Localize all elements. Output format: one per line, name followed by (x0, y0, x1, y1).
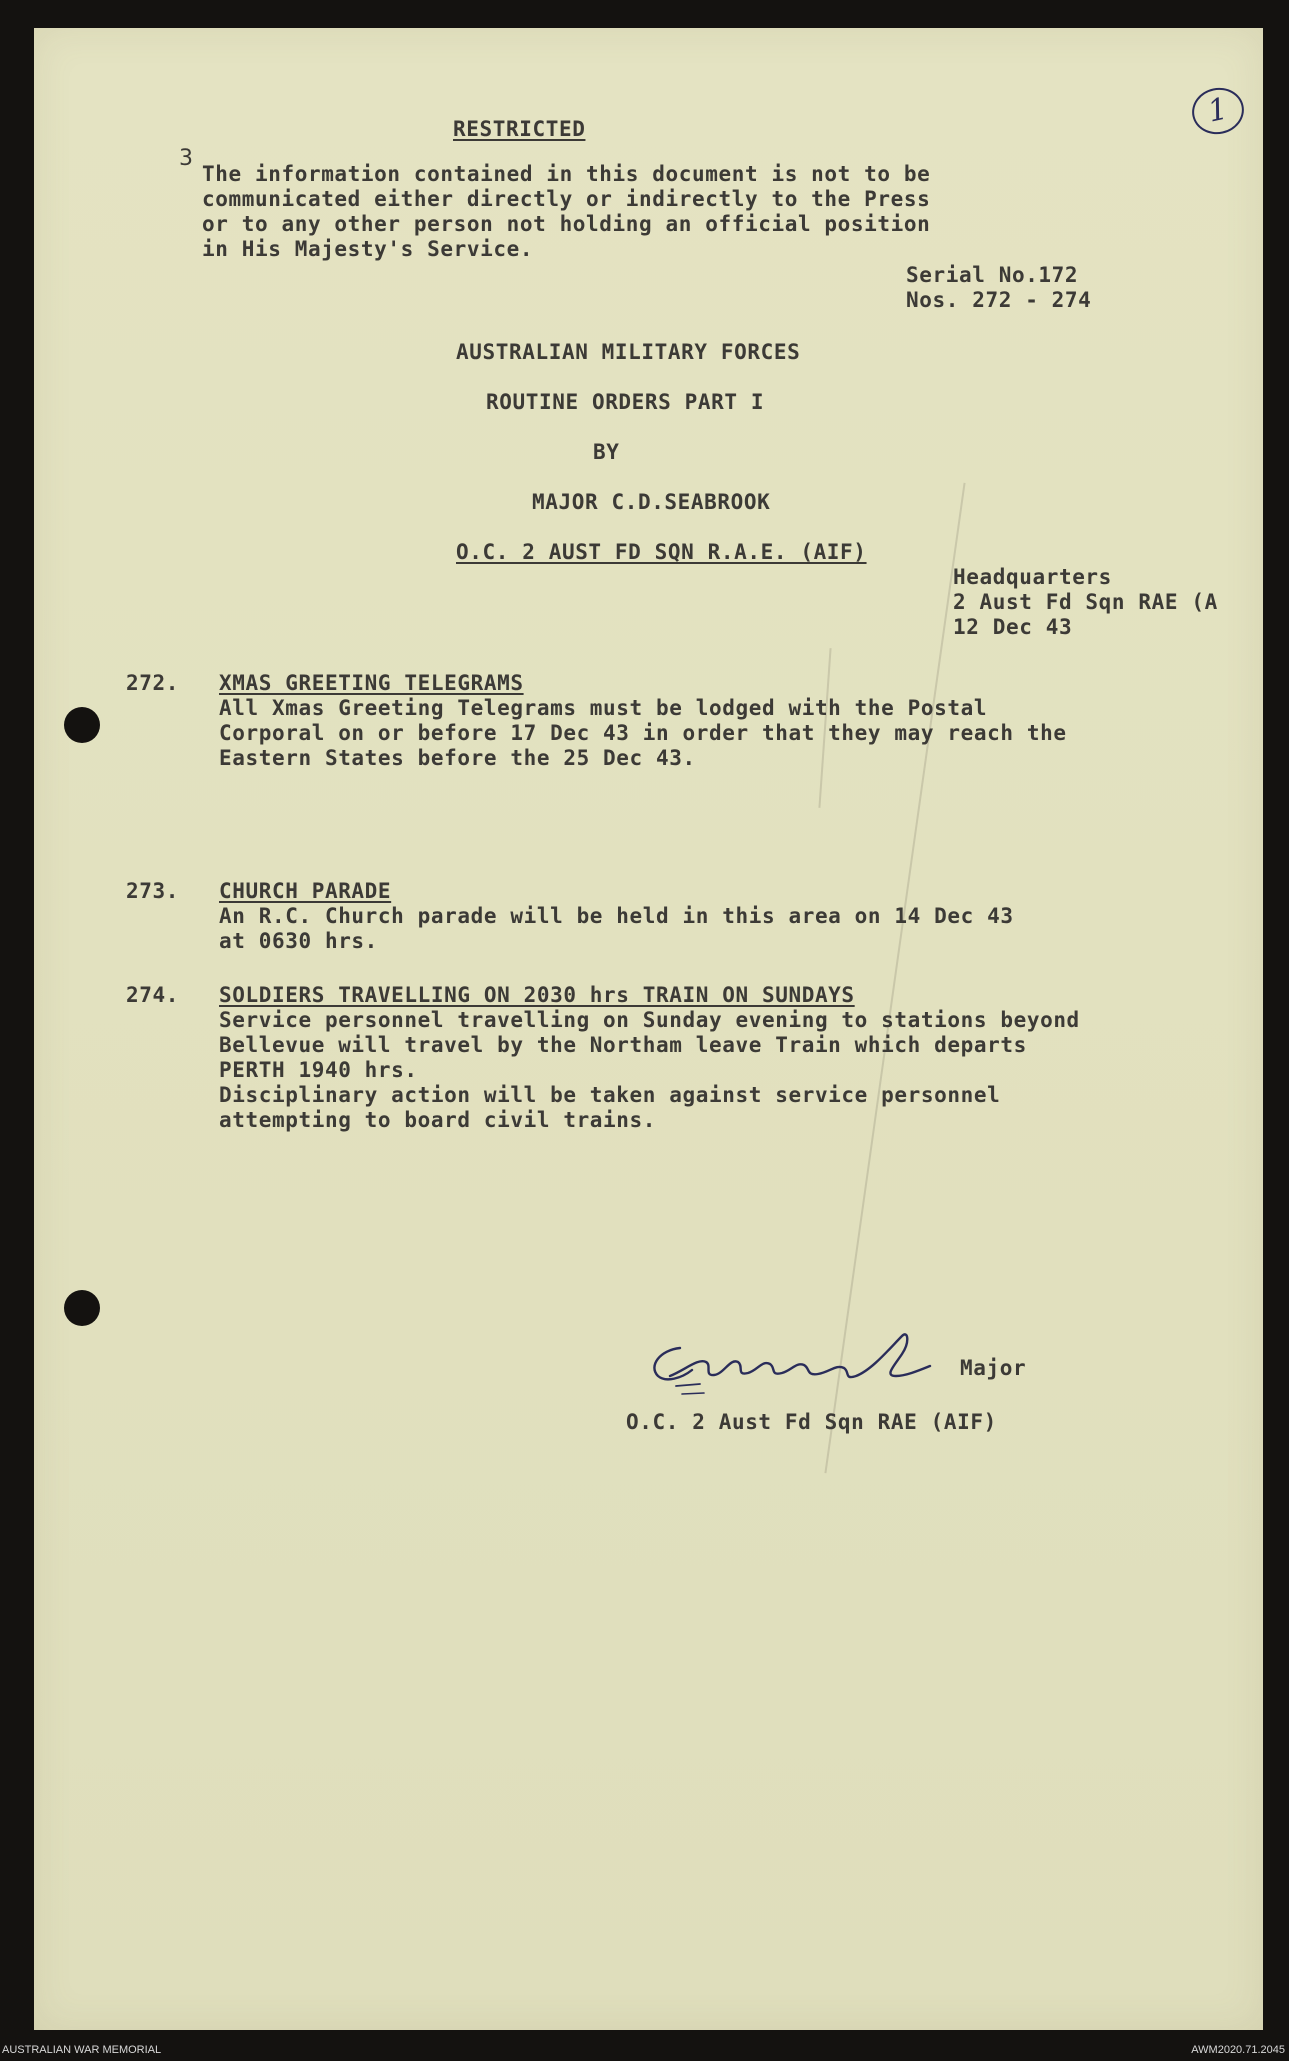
order-body-line: Bellevue will travel by the Northam leave Train which departs (219, 1033, 1027, 1057)
order-body-line: PERTH 1940 hrs. (219, 1058, 418, 1082)
order-heading: SOLDIERS TRAVELLING ON 2030 hrs TRAIN ON SUNDAYS (219, 983, 855, 1007)
restriction-notice-line: or to any other person not holding an official position (202, 212, 931, 236)
punch-hole (64, 707, 100, 743)
order-body-line: Eastern States before the 25 Dec 43. (219, 746, 696, 770)
headquarters-line: 12 Dec 43 (953, 615, 1073, 639)
punch-hole (64, 1290, 100, 1326)
title-line: MAJOR C.D.SEABROOK (532, 490, 771, 514)
page-number-circled: 1 (1188, 83, 1248, 139)
serial-number: Serial No.172 (906, 263, 1079, 287)
footer-institution: AUSTRALIAN WAR MEMORIAL (2, 2044, 162, 2056)
signatory-appointment: O.C. 2 Aust Fd Sqn RAE (AIF) (626, 1410, 997, 1434)
handwritten-signature (640, 1318, 970, 1408)
order-body-line: Disciplinary action will be taken against service personnel (219, 1083, 1001, 1107)
order-heading: XMAS GREETING TELEGRAMS (219, 671, 524, 695)
order-body-line: Service personnel travelling on Sunday evening to stations beyond (219, 1008, 1080, 1032)
order-number: 273. (126, 879, 179, 903)
order-numbers: Nos. 272 - 274 (906, 288, 1092, 312)
title-line: AUSTRALIAN MILITARY FORCES (456, 340, 801, 364)
order-body-line: attempting to board civil trains. (219, 1108, 657, 1132)
title-line: O.C. 2 AUST FD SQN R.A.E. (AIF) (456, 540, 867, 564)
order-body-line: All Xmas Greeting Telegrams must be lodged with the Postal (219, 696, 988, 720)
corner-mark: 3 (179, 146, 193, 171)
document-page (34, 28, 1263, 2030)
order-body-line: at 0630 hrs. (219, 929, 378, 953)
order-number: 272. (126, 671, 179, 695)
title-line: ROUTINE ORDERS PART I (486, 390, 765, 414)
order-body-line: Corporal on or before 17 Dec 43 in order that they may reach the (219, 721, 1067, 745)
restriction-notice-line: communicated either directly or indirectly to the Press (202, 187, 931, 211)
order-body-line: An R.C. Church parade will be held in this area on 14 Dec 43 (219, 904, 1014, 928)
classification-label: RESTRICTED (453, 117, 586, 141)
order-number: 274. (126, 983, 179, 1007)
headquarters-line: Headquarters (953, 565, 1112, 589)
footer-accession-number: AWM2020.71.2045 (1191, 2044, 1285, 2056)
order-heading: CHURCH PARADE (219, 879, 392, 903)
restriction-notice-line: The information contained in this document is not to be (202, 162, 931, 186)
signatory-rank: Major (960, 1356, 1027, 1380)
headquarters-line: 2 Aust Fd Sqn RAE (A (953, 590, 1218, 614)
title-line: BY (593, 440, 620, 464)
restriction-notice-line: in His Majesty's Service. (202, 237, 534, 261)
